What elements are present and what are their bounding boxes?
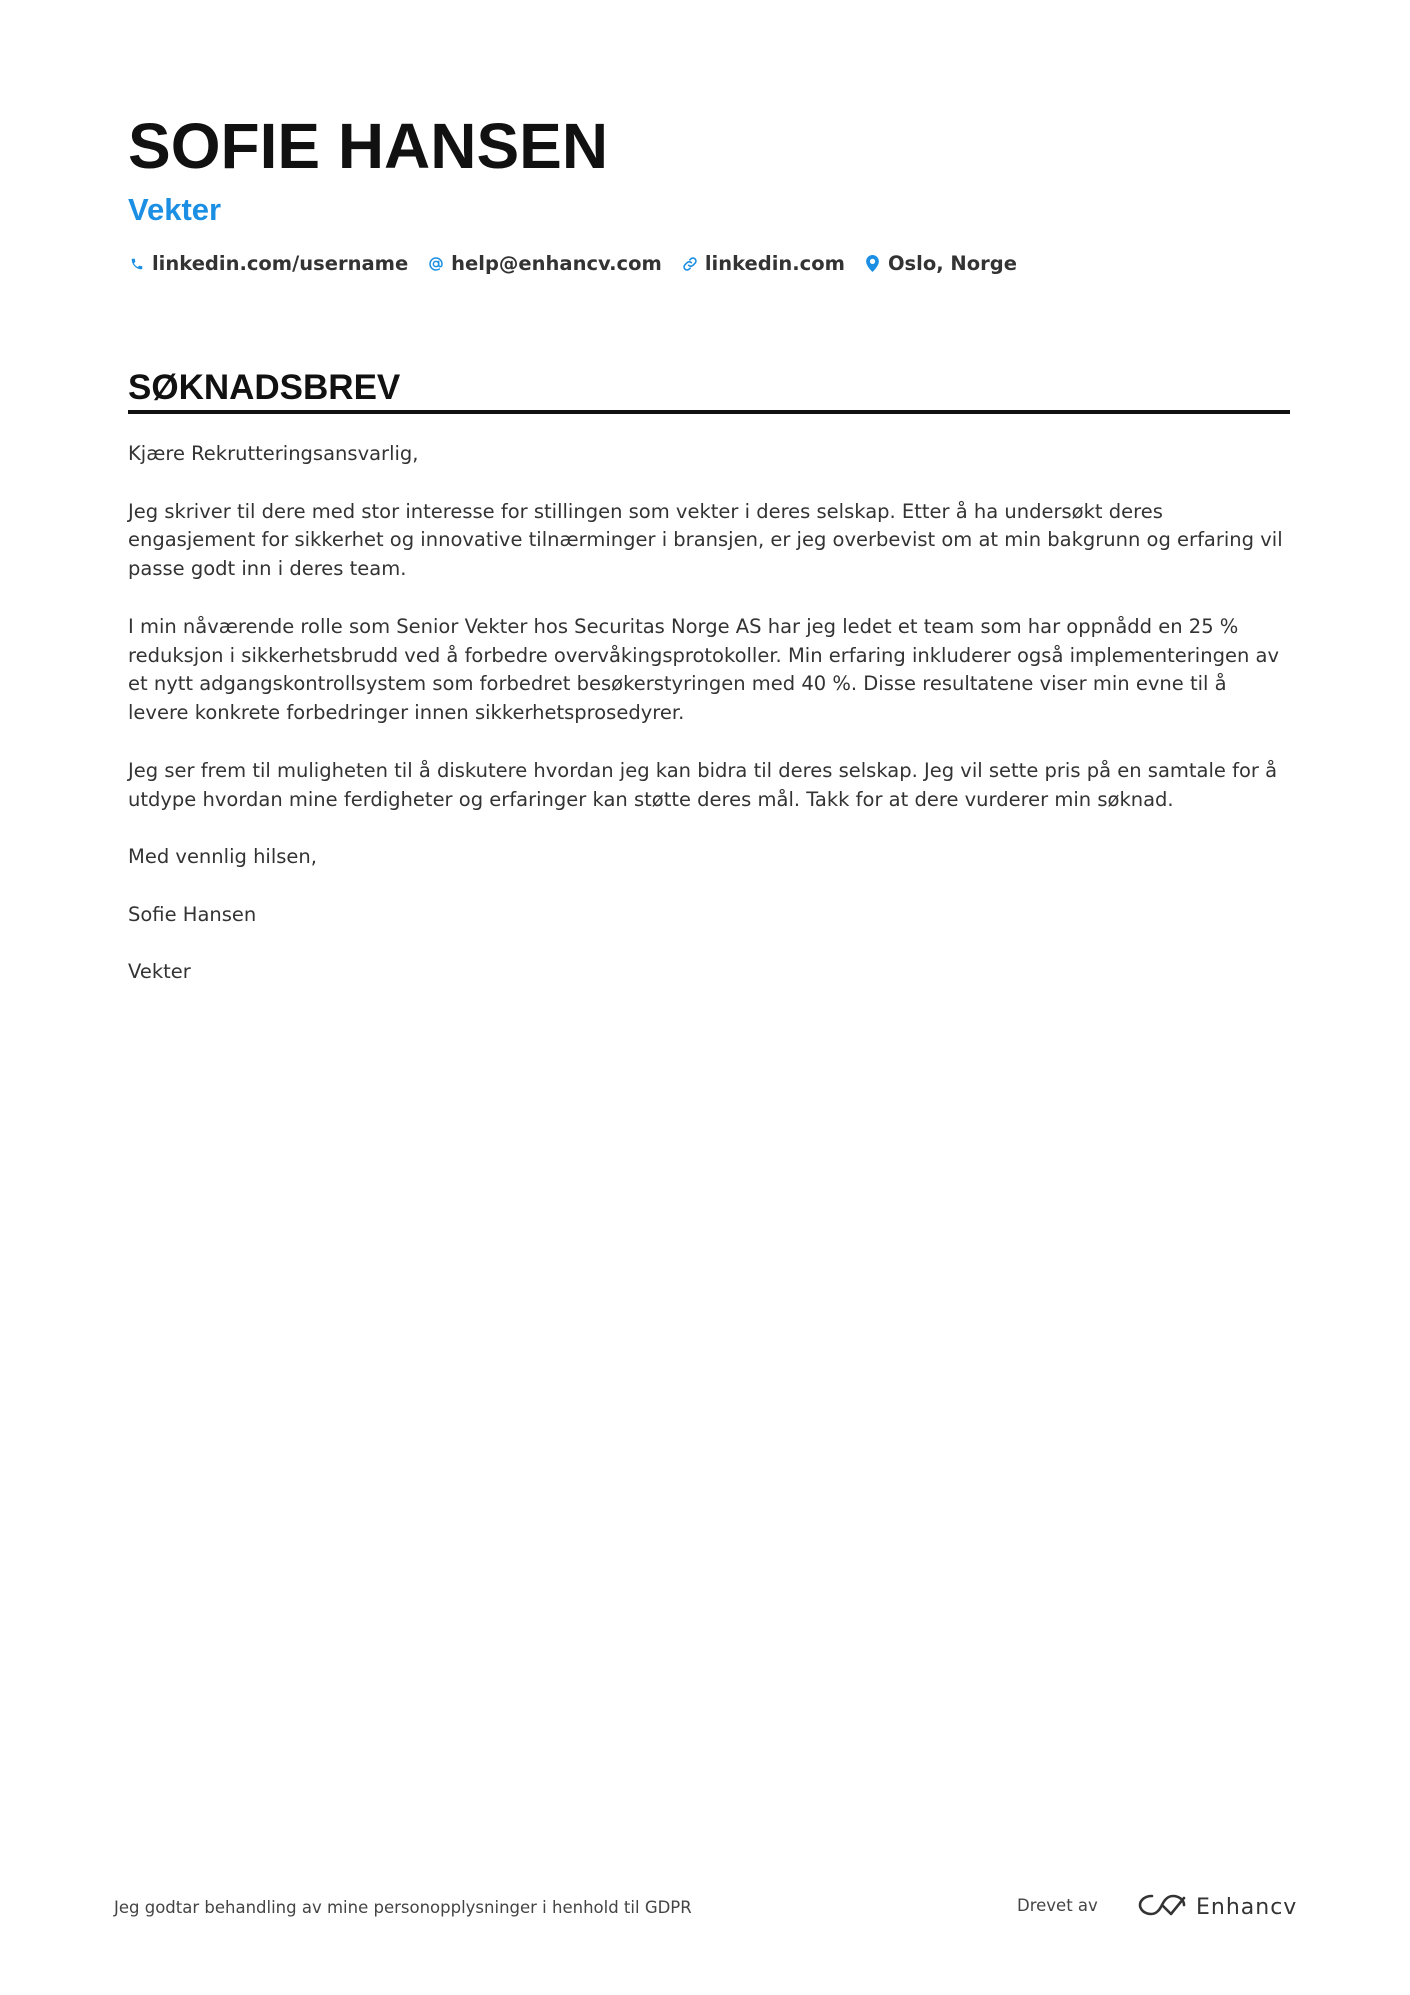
gdpr-consent-text: Jeg godtar behandling av mine personopplysninger i henhold til GDPR	[114, 1898, 692, 1917]
enhancv-brand-link[interactable]	[1138, 1890, 1297, 1924]
phone-icon	[128, 254, 146, 274]
contact-phone-text[interactable]: linkedin.com/username	[152, 252, 409, 275]
letter-closing: Med vennlig hilsen,	[128, 845, 317, 869]
contact-email	[427, 252, 662, 275]
letter-paragraph: I min nåværende rolle som Senior Vekter hos Securitas Norge AS har jeg ledet et team som har oppnådd en 25 % reduksjon i sikkerhetsbrudd ved å forbedre overvåkingsprotokoller. Min erfaring inkluderer også implementeringen av et nytt adgangskontrollsystem som forbedret besøkerstyringen med 40 %. Disse resultatene viser min evne til å levere konkrete forbedringer innen sikkerhetsprosedyrer.	[128, 614, 1280, 725]
signature-title: Vekter	[128, 960, 191, 984]
at-icon	[427, 254, 445, 274]
location-pin-icon	[864, 254, 882, 274]
link-icon	[681, 254, 699, 274]
contact-link-text[interactable]: linkedin.com	[704, 252, 845, 275]
header	[128, 108, 1290, 275]
contact-location-text: Oslo, Norge	[887, 252, 1017, 275]
enhancv-logo-icon	[1138, 1892, 1186, 1922]
candidate-role: Vekter	[128, 192, 222, 227]
signature-name: Sofie Hansen	[128, 902, 257, 926]
letter-paragraph: Jeg ser frem til muligheten til å diskutere hvordan jeg kan bidra til deres selskap. Jeg vil sette pris på en samtale for å utdype hvordan mine ferdigheter og erfaringer kan støtte deres mål. Takk for at dere vurderer min søknad.	[128, 758, 1278, 811]
contact-list	[128, 252, 1290, 275]
letter-paragraph: Jeg skriver til dere med stor interesse for stillingen som vekter i deres selskap. Etter å ha undersøkt deres engasjement for sikkerhet og innovative tilnærminger i bransjen, er jeg overbevist om at min bakgrunn og erfaring vil passe godt inn i deres team.	[128, 499, 1283, 581]
footer	[114, 1890, 1298, 1924]
contact-phone	[128, 252, 408, 275]
brand-name: Enhancv	[1196, 1894, 1298, 1920]
powered-by-label: Drevet av	[1017, 1896, 1098, 1915]
contact-location	[864, 252, 1017, 275]
letter-greeting: Kjære Rekrutteringsansvarlig,	[128, 442, 419, 465]
letter-body	[128, 440, 1293, 1016]
section-divider	[128, 410, 1290, 414]
candidate-name: SOFIE HANSEN	[128, 110, 609, 182]
contact-link	[681, 252, 845, 275]
contact-email-text[interactable]: help@enhancv.com	[451, 252, 662, 275]
section-title: SØKNADSBREV	[128, 368, 401, 407]
